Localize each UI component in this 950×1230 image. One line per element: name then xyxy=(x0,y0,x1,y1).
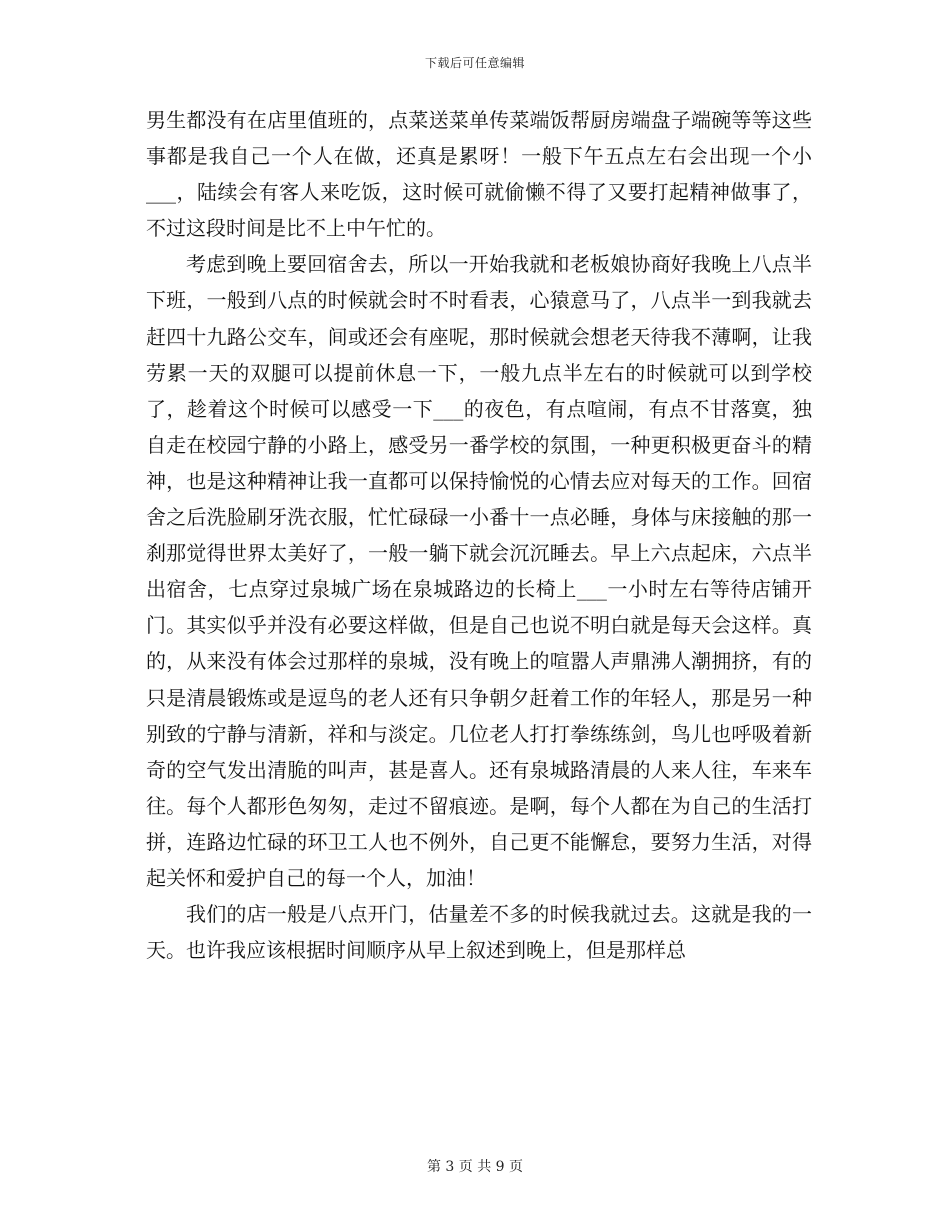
paragraph: 我们的店一般是八点开门，估量差不多的时候我就过去。这就是我的一天。也许我应该根据时间顺序从早上叙述到晚上，但是那样总 xyxy=(146,902,812,963)
page-header: 下载后可任意编辑 xyxy=(424,56,525,70)
document-body xyxy=(146,102,812,968)
paragraph-continued: 男生都没有在店里值班的，点菜送菜单传菜端饭帮厨房端盘子端碗等等这些事都是我自己一个人在做，还真是累呀！一般下午五点左右会出现一个小___，陆续会有客人来吃饭，这时候可就偷懒不得了又要打起精神做事了，不过这段时间是比不上中午忙的。 xyxy=(146,108,812,241)
paragraph: 考虑到晚上要回宿舍去，所以一开始我就和老板娘协商好我晚上八点半下班，一般到八点的时候就会时不时看表，心猿意马了，八点半一到我就去赶四十九路公交车，间或还会有座呢，那时候就会想老天待我不薄啊，让我劳累一天的双腿可以提前休息一下，一般九点半左右的时候就可以到学校了，趁着这个时候可以感受一下___的夜色，有点喧闹，有点不甘落寞，独自走在校园宁静的小路上，感受另一番学校的氛围，一种更积极更奋斗的精神，也是这种精神让我一直都可以保持愉悦的心情去应对每天的工作。回宿舍之后洗脸刷牙洗衣服，忙忙碌碌一小番十一点必睡，身体与床接触的那一刹那觉得世界太美好了，一般一躺下就会沉沉睡去。早上六点起床，六点半出宿舍，七点穿过泉城广场在泉城路边的长椅上___一小时左右等待店铺开门。其实似乎并没有必要这样做，但是自己也说不明白就是每天会这样。真的，从来没有体会过那样的泉城，没有晚上的喧嚣人声鼎沸人潮拥挤，有的只是清晨锻炼或是逗鸟的老人还有只争朝夕赶着工作的年轻人，那是另一种别致的宁静与清新，祥和与淡定。几位老人打打拳练练剑，鸟儿也呼吸着新奇的空气发出清脆的叫声，甚是喜人。还有泉城路清晨的人来人往，车来车往。每个人都形色匆匆，走过不留痕迹。是啊，每个人都在为自己的生活打拼，连路边忙碌的环卫工人也不例外，自己更不能懈怠，要努力生活，对得起关怀和爱护自己的每一个人，加油！ xyxy=(146,252,812,890)
page-number: 第 3 页 共 9 页 xyxy=(426,1159,524,1175)
